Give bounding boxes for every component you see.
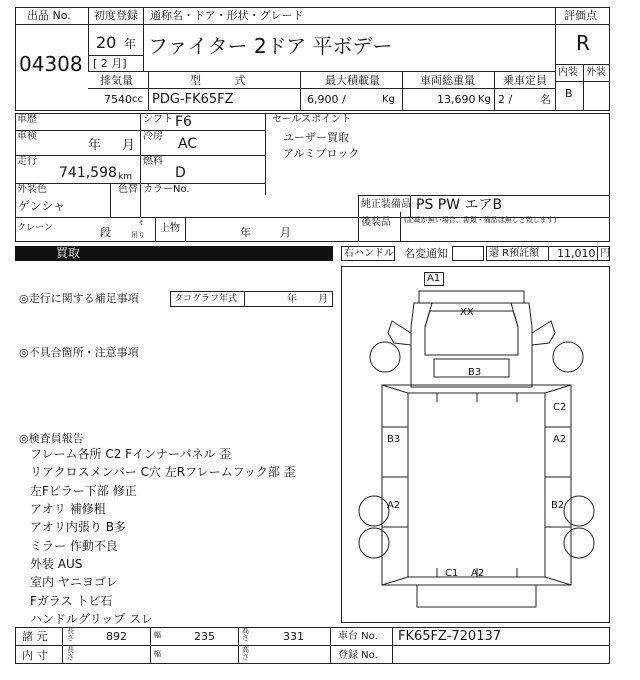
crane-label: クレーン: [17, 223, 53, 233]
crane-ton-top: t: [140, 219, 143, 227]
report-line: リアクロスメンバー C穴 左Rフレームフック部 歪: [30, 465, 296, 479]
mileage-value: 741,598: [59, 165, 117, 181]
upper-label: 上物: [160, 223, 180, 234]
tacho-month: 月: [318, 294, 328, 305]
damage-mark-xx: XX: [460, 307, 474, 318]
genuine-equipment-value: PS PW エアB: [416, 197, 503, 213]
name-change-box: [452, 246, 484, 261]
deposit-unit: 円: [600, 248, 610, 259]
damage-mark-a2-bottom: A2: [471, 568, 485, 579]
first-reg-month: [ 2 月]: [93, 57, 127, 70]
crane-steps: 段: [100, 226, 111, 239]
report-line: 左Fピラー下部 修正: [30, 484, 137, 498]
displacement-unit: cc: [132, 94, 143, 105]
inspection-label: 車検: [17, 131, 37, 142]
damage-mark-b3-top: B3: [468, 367, 482, 378]
divider: [148, 71, 149, 111]
supplement-label: ◎走行に関する補足事項: [19, 292, 139, 305]
tacho-label: タコグラフ年式: [174, 294, 238, 304]
tacho-year: 年: [287, 294, 297, 305]
name-change-label: 名変通知: [404, 247, 448, 260]
divider: [238, 627, 239, 664]
right-hand-label: 右ハンドル: [344, 248, 394, 259]
inner-length-label: 長さ: [67, 646, 74, 661]
inspector-report-label: ◎検査員報告: [19, 432, 84, 445]
divider: [583, 64, 584, 111]
chassis-value: FK65FZ-720137: [398, 629, 502, 644]
divider: [155, 217, 156, 242]
model-label: 型 式: [190, 74, 246, 87]
length-label: 長さ: [67, 627, 74, 642]
crane-ton-bottom: 吊り: [131, 231, 145, 239]
divider: [400, 212, 401, 242]
inner-width-label: 幅: [154, 650, 161, 658]
inner-height-label: 高さ: [242, 646, 249, 661]
damage-mark-c1-bottom: C1: [445, 568, 459, 579]
divider: [358, 195, 610, 196]
aftermarket-label: 後装品: [361, 217, 391, 228]
divider: [300, 71, 301, 111]
divider: [392, 627, 393, 664]
damage-mark-a2-left: A2: [387, 500, 401, 511]
capacity-label: 乗車定員: [503, 74, 547, 87]
color-label: 外装色: [17, 184, 47, 195]
divider: [330, 627, 331, 664]
mileage-label: 走行: [17, 156, 37, 167]
aftermarket-note: (記載が無い場合、書類・備品は無しと致します): [404, 216, 557, 224]
damage-mark-a2-right: A2: [553, 434, 567, 445]
gross-weight-value: 13,690: [437, 93, 476, 106]
divider: [185, 217, 186, 242]
registration-label: 登録 No.: [338, 650, 378, 661]
deposit-label: 還 R預託額: [489, 248, 540, 259]
sales-point-line: アルミブロック: [283, 147, 360, 160]
divider: [358, 195, 359, 242]
color-code-label: カラーNo.: [143, 184, 190, 195]
height-label: 高さ: [242, 627, 249, 642]
damage-mark-b3-left: B3: [387, 434, 401, 445]
chassis-label: 車台 No.: [338, 631, 378, 642]
divider: [15, 130, 265, 131]
shift-label: シフト: [143, 114, 173, 125]
overall-grade: R: [576, 31, 590, 55]
gross-weight-label: 車両総重量: [420, 74, 475, 87]
purchase-tag-text: 買取: [55, 246, 80, 260]
damage-mark-b2-right: B2: [551, 500, 565, 511]
report-line: 外装 AUS: [30, 557, 83, 571]
displacement-label: 排気量: [100, 74, 133, 87]
sales-points-label: セールスポイント: [272, 114, 352, 125]
report-line: アオリ内張り B多: [30, 520, 126, 534]
capacity-unit: 名: [540, 93, 551, 106]
displacement-value: 7540: [104, 93, 132, 106]
exterior-grade-label: 外装: [586, 67, 606, 78]
divider: [555, 7, 556, 111]
divider: [244, 291, 245, 307]
divider: [150, 627, 151, 664]
ac-value: AC: [178, 136, 198, 152]
divider: [15, 645, 610, 646]
divider: [15, 155, 265, 156]
report-line: Fガラス トビ石: [30, 594, 113, 608]
max-load-label: 最大積載量: [325, 74, 380, 87]
max-load-unit: Kg: [382, 94, 395, 105]
lot-label: 出品 No.: [27, 9, 71, 22]
height-value: 331: [283, 630, 304, 643]
purchase-tag: [15, 246, 121, 261]
divider: [88, 88, 555, 89]
color-value: ゲンシャ: [18, 199, 66, 213]
purchase-bar: [121, 246, 333, 261]
divider: [265, 113, 266, 195]
divider: [555, 24, 610, 25]
damage-mark-a1: A1: [427, 273, 441, 284]
fuel-value: D: [175, 165, 186, 181]
lot-number: 04308: [19, 52, 83, 76]
inner-dims-label: 内 寸: [22, 649, 48, 662]
divider: [15, 183, 265, 184]
car-name: ファイター 2ドア 平ボデー: [148, 34, 393, 58]
divider: [494, 71, 495, 111]
divider: [88, 55, 143, 56]
first-reg-year-unit: 年: [124, 37, 137, 51]
divider: [62, 627, 63, 664]
dims-label: 諸 元: [22, 630, 48, 643]
divider: [143, 7, 144, 71]
genuine-equipment-label: 純正装備品: [361, 199, 411, 210]
divider: [402, 71, 403, 111]
damage-mark-c2-right: C2: [553, 402, 567, 413]
report-line: アオリ 補修粗: [30, 502, 106, 516]
width-label: 幅: [154, 631, 161, 639]
inspection-month: 月: [122, 138, 136, 153]
divider: [88, 71, 555, 72]
upper-month: 月: [280, 226, 291, 239]
max-load-value: 6,900 /: [307, 93, 346, 106]
sales-point-line: ユーザー買取: [283, 131, 349, 144]
width-value: 235: [194, 630, 215, 643]
history-label: 車歴: [17, 114, 37, 125]
upper-year: 年: [240, 226, 251, 239]
divider: [88, 7, 89, 71]
report-line: ハンドルグリップ スレ: [30, 612, 154, 626]
report-line: フレーム各所 C2 Fインナーパネル 歪: [30, 447, 232, 461]
first-reg-label: 初度登録: [94, 9, 138, 22]
mileage-unit: km: [118, 172, 132, 182]
fuel-label: 燃料: [143, 156, 163, 167]
interior-grade-label: 内装: [558, 67, 578, 78]
first-reg-year: 20: [96, 33, 117, 52]
model-value: PDG-FK65FZ: [152, 92, 234, 107]
shift-value: F6: [175, 114, 192, 130]
gross-weight-unit: Kg: [478, 94, 491, 105]
color-change-label: 色替: [118, 184, 138, 195]
capacity-value: 2 /: [498, 93, 513, 106]
divider: [15, 24, 555, 25]
interior-grade: B: [565, 87, 573, 100]
length-value: 892: [106, 630, 127, 643]
ac-label: 冷房: [143, 131, 163, 142]
name-label: 通称名・ドア・形状・グレード: [150, 9, 304, 22]
truck-diagram: [341, 266, 610, 623]
defects-label: ◎不具合箇所・注意事項: [19, 346, 139, 359]
divider: [110, 183, 111, 217]
divider: [140, 113, 141, 217]
eval-label: 評価点: [564, 9, 597, 22]
report-line: 室内 ヤニヨゴレ: [30, 575, 118, 589]
report-line: ミラー 作動不良: [30, 539, 118, 553]
inspection-year: 年: [88, 138, 102, 153]
deposit-value: 11,010: [557, 247, 596, 260]
